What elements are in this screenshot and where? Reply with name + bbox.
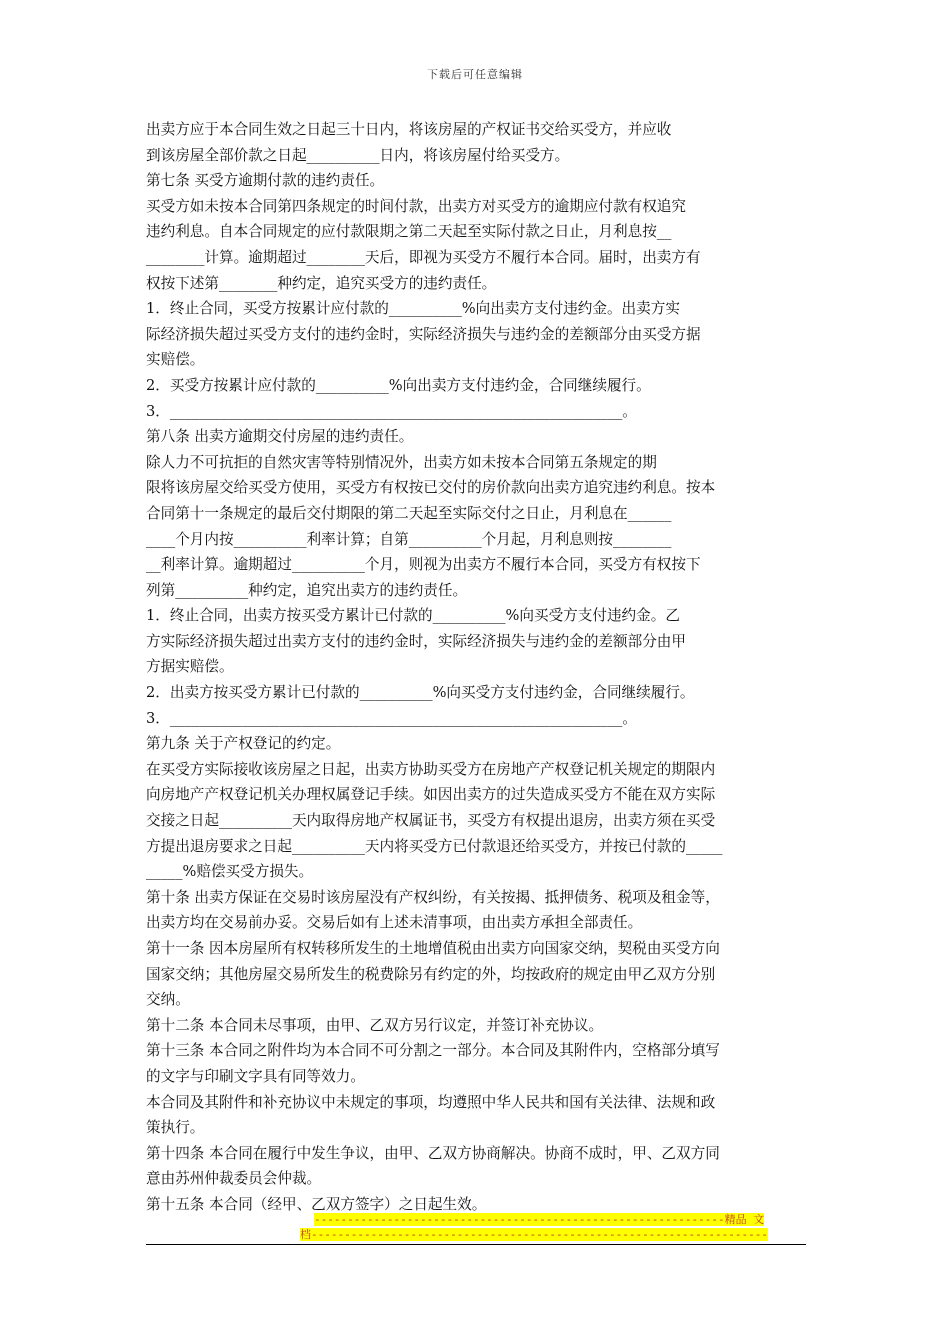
text-line: 向房地产产权登记机关办理权属登记手续。如因出卖方的过失造成买受方不能在双方实际 [146,786,716,804]
text-line: 际经济损失超过买受方支付的违约金时，实际经济损失与违约金的差额部分由买受方据 [146,325,701,343]
text-line: 列第__________种约定，追究出卖方的违约责任。 [146,581,468,599]
text-line: 到该房屋全部价款之日起__________日内，将该房屋付给买受方。 [146,146,570,164]
text-line: 交纳。 [146,991,190,1009]
contract-body [146,117,811,1218]
text-line: _____%赔偿买受方损失。 [146,863,314,881]
footer-banner-line [300,1212,765,1227]
text-line: __利率计算。逾期超过__________个月，则视为出卖方不履行本合同，买受方有权按下 [146,556,701,574]
article-heading: 第十四条 本合同在履行中发生争议，由甲、乙双方协商解决。协商不成时，甲、乙双方同 [146,1144,720,1162]
text-line: 2．买受方按累计应付款的__________%向出卖方支付违约金，合同继续履行。 [146,376,651,394]
text-line: 国家交纳；其他房屋交易所发生的税费除另有约定的外，均按政府的规定由甲乙双方分别 [146,965,716,983]
article-heading: 第八条 出卖方逾期交付房屋的违约责任。 [146,428,414,446]
text-line: 方据实赔偿。 [146,658,234,676]
text-line: 权按下述第________种约定，追究买受方的违约责任。 [146,274,497,292]
text-line: 3．______________________________________________________________。 [146,402,637,420]
text-line: 1．终止合同，出卖方按买受方累计已付款的__________%向买受方支付违约金。乙 [146,607,680,625]
text-line: 买受方如未按本合同第四条规定的时间付款，出卖方对买受方的逾期应付款有权追究 [146,197,686,215]
footer-banner [300,1212,768,1242]
article-heading: 第十三条 本合同之附件均为本合同不可分割之一部分。本合同及其附件内，空格部分填写 [146,1042,720,1060]
text-line: 除人力不可抗拒的自然灾害等特别情况外，出卖方如未按本合同第五条规定的期 [146,453,657,471]
text-line: 2．出卖方按买受方累计已付款的__________%向买受方支付违约金，合同继续履行。 [146,684,695,702]
text-line: 违约利息。自本合同规定的应付款限期之第二天起至实际付款之日止，月利息按__ [146,223,672,241]
text-line: ________计算。逾期超过________天后，即视为买受方不履行本合同。届时，出卖方有 [146,248,701,266]
text-line: 实赔偿。 [146,351,205,369]
text-line: 交接之日起__________天内取得房地产权属证书，买受方有权提出退房，出卖方须在买受 [146,812,716,830]
text-line: 本合同及其附件和补充协议中未规定的事项，均遵照中华人民共和国有关法律、法规和政 [146,1093,716,1111]
text-line: 限将该房屋交给买受方使用，买受方有权按已交付的房价款向出卖方追究违约利息。按本 [146,479,716,497]
text-line: 意由苏州仲裁委员会仲裁。 [146,1170,322,1188]
article-heading: 第七条 买受方逾期付款的违约责任。 [146,172,385,190]
text-line: 1．终止合同，买受方按累计应付款的__________%向出卖方支付违约金。出卖方实 [146,300,680,318]
text-line: 出卖方应于本合同生效之日起三十日内，将该房屋的产权证书交给买受方，并应收 [146,121,672,138]
article-heading: 第十一条 因本房屋所有权转移所发生的土地增值税由出卖方向国家交纳，契税由买受方向 [146,940,720,957]
footer-banner-text: 档--------------------------------------------------------------------- [300,1228,768,1241]
article-heading: 第十二条 本合同未尽事项，由甲、乙双方另行议定，并签订补充协议。 [146,1016,604,1034]
article-heading: 第九条 关于产权登记的约定。 [146,735,341,753]
page-header-note: 下载后可任意编辑 [427,68,523,81]
text-line: 合同第十一条规定的最后交付期限的第二天起至实际交付之日止，月利息在______ [146,504,672,522]
text-line: 出卖方均在交易前办妥。交易后如有上述未清事项，由出卖方承担全部责任。 [146,914,643,932]
text-line: ____个月内按__________利率计算；自第__________个月起，月利息则按________ [146,530,672,548]
article-heading: 第十条 出卖方保证在交易时该房屋没有产权纠纷，有关按揭、抵押债务、税项及租金等， [146,888,720,906]
text-line: 在买受方实际接收该房屋之日起，出卖方协助买受方在房地产产权登记机关规定的期限内 [146,760,716,778]
footer-divider [146,1244,806,1245]
article-heading: 第十五条 本合同（经甲、乙双方签字）之日起生效。 [146,1195,487,1213]
text-line: 方提出退房要求之日起__________天内将买受方已付款退还给买受方，并按已付款的_____ [146,837,723,855]
text-line: 方实际经济损失超过出卖方支付的违约金时，实际经济损失与违约金的差额部分由甲 [146,632,686,650]
text-line: 的文字与印刷文字具有同等效力。 [146,1067,365,1085]
text-line: 3．______________________________________________________________。 [146,709,637,727]
footer-banner-text: --------------------------------------------------------------精品 文 [314,1213,765,1226]
text-line: 策执行。 [146,1119,205,1137]
footer-banner-line [300,1227,768,1242]
